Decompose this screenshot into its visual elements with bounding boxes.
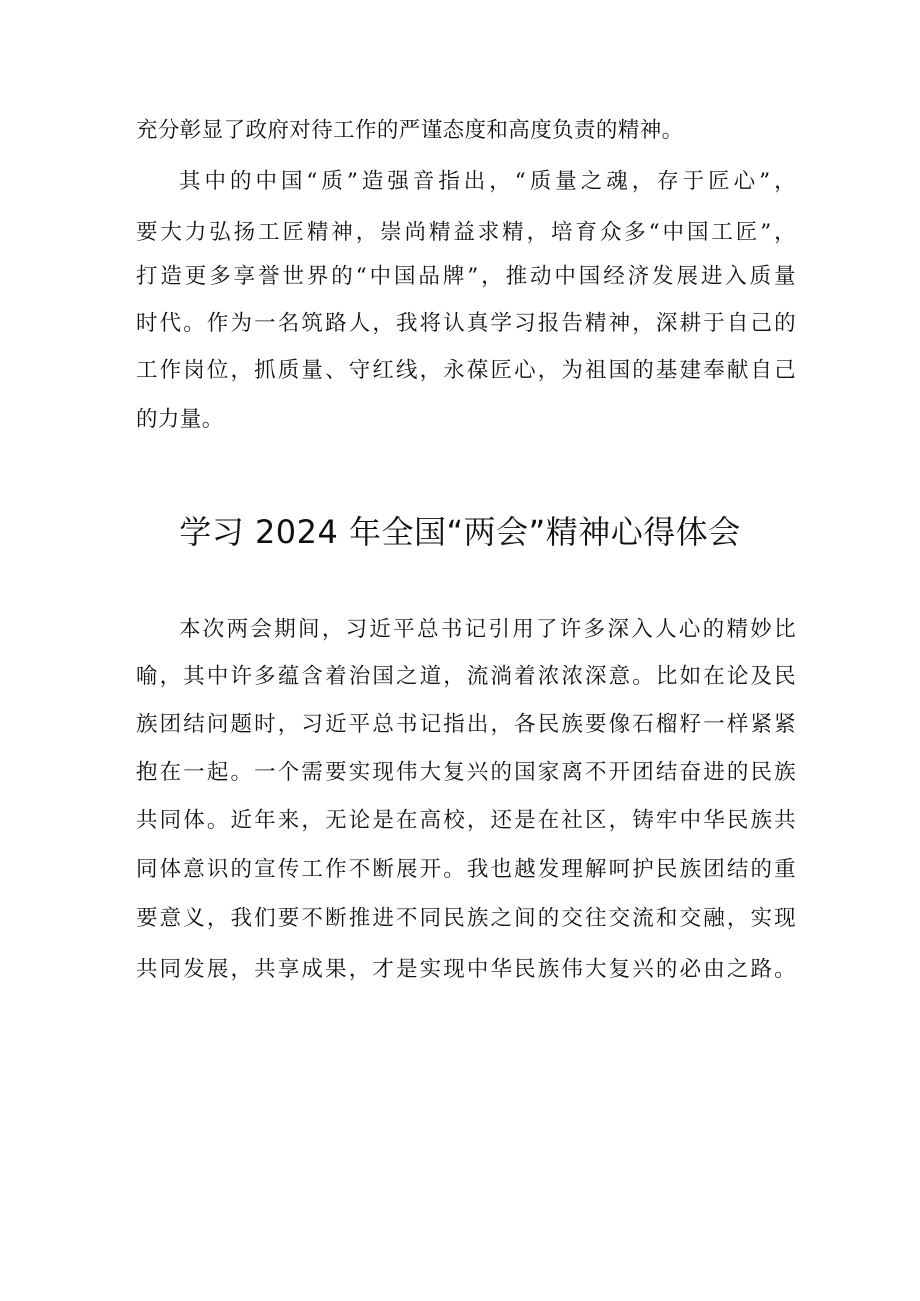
paragraph-line: 抱在一起。一个需要实现伟大复兴的国家离不开团结奋进的民族: [136, 760, 796, 785]
paragraph-line: 同体意识的宣传工作不断展开。我也越发理解呵护民族团结的重: [136, 857, 796, 882]
paragraph-line: 喻，其中许多蕴含着治国之道，流淌着浓浓深意。比如在论及民: [136, 664, 796, 689]
paragraph-line: 工作岗位，抓质量、守红线，永葆匠心，为祖国的基建奉献自己: [136, 358, 796, 383]
paragraph-line: 充分彰显了政府对待工作的严谨态度和高度负责的精神。: [136, 118, 684, 143]
paragraph-line: 其中的中国“质”造强音指出，“质量之魂，存于匠心”，: [179, 169, 796, 194]
paragraph-line: 族团结问题时，习近平总书记指出，各民族要像石榴籽一样紧紧: [136, 712, 796, 737]
paragraph-line: 共同体。近年来，无论是在高校，还是在社区，铸牢中华民族共: [136, 808, 796, 833]
paragraph-line: 的力量。: [136, 407, 224, 432]
paragraph-line: 本次两会期间，习近平总书记引用了许多深入人心的精妙比: [179, 617, 796, 642]
paragraph-line: 打造更多享誉世界的“中国品牌”，推动中国经济发展进入质量: [136, 264, 796, 289]
paragraph-line: 要意义，我们要不断推进不同民族之间的交往交流和交融，实现: [136, 906, 796, 931]
paragraph-line: 要大力弘扬工匠精神，崇尚精益求精，培育众多“中国工匠”，: [136, 220, 796, 245]
paragraph-line: 共同发展，共享成果，才是实现中华民族伟大复兴的必由之路。: [136, 957, 796, 982]
page-title: 学习 2024 年全国“两会”精神心得体会: [179, 513, 741, 551]
paragraph-line: 时代。作为一名筑路人，我将认真学习报告精神，深耕于自己的: [136, 311, 796, 336]
